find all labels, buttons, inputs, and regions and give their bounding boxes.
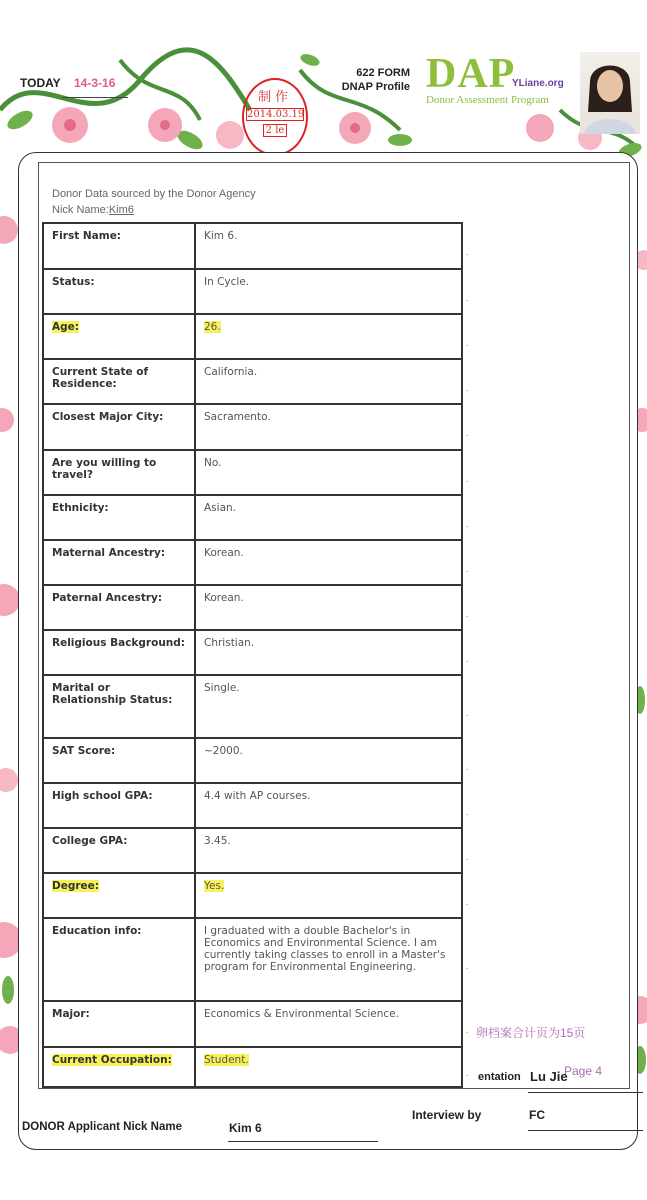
field-value-cell (195, 314, 462, 359)
field-value-cell (195, 404, 462, 450)
field-label-cell (43, 675, 195, 738)
field-label-cell (43, 918, 195, 1001)
field-label-cell (43, 495, 195, 540)
stamp-code: 2 le (263, 124, 287, 137)
row-end-mark: . (466, 428, 469, 438)
today-underline (62, 97, 128, 98)
interviewer-underline (528, 1130, 643, 1131)
field-label-cell (43, 873, 195, 918)
field-value-cell (195, 223, 462, 269)
field-label: Education info: (52, 925, 142, 937)
field-label-cell (43, 1001, 195, 1047)
field-label-cell (43, 359, 195, 404)
form-heading (330, 66, 410, 94)
row-end-mark: . (466, 382, 469, 393)
interviewer-overline (528, 1092, 643, 1093)
donor-photo (580, 52, 640, 134)
table-row (43, 585, 462, 630)
field-label: SAT Score: (52, 745, 116, 757)
field-value-cell (195, 873, 462, 918)
field-value: Yes. (204, 880, 225, 892)
logo-text: DAP (426, 51, 516, 97)
field-value-cell (195, 783, 462, 828)
logo-site: YLiane.org (512, 78, 564, 89)
field-value: Economics & Environmental Science. (204, 1008, 399, 1020)
field-value: In Cycle. (204, 276, 250, 288)
field-value: Christian. (204, 637, 255, 649)
row-end-mark: . (466, 608, 469, 619)
row-end-mark: . (466, 292, 469, 303)
table-row (43, 450, 462, 495)
field-value: 26. (204, 321, 221, 333)
field-label: Religious Background: (52, 637, 185, 649)
field-label-cell (43, 314, 195, 359)
page-count-note: 卵档案合计页为15页 (476, 1026, 586, 1040)
row-end-mark: . (466, 1025, 469, 1035)
applicant-label: DONOR Applicant Nick Name (22, 1121, 182, 1133)
field-label-cell (43, 783, 195, 828)
field-value-cell (195, 828, 462, 873)
form-number: 622 FORM (356, 67, 410, 79)
field-value-cell (195, 675, 462, 738)
row-end-mark: . (466, 653, 469, 664)
field-label: Are you willing to travel? (52, 457, 157, 481)
table-row (43, 269, 462, 314)
row-end-mark: . (466, 563, 469, 574)
field-label: Marital or Relationship Status: (52, 682, 173, 706)
today-label: TODAY (20, 76, 61, 90)
field-value: Asian. (204, 502, 236, 514)
profile-table (42, 222, 463, 1088)
table-row (43, 828, 462, 873)
reviewer-name: Lu Jie (530, 1069, 568, 1084)
row-end-mark: . (466, 806, 469, 817)
table-row (43, 630, 462, 675)
row-end-mark: . (466, 960, 469, 971)
field-value: ~2000. (204, 745, 243, 757)
table-row (43, 783, 462, 828)
table-row (43, 314, 462, 359)
field-value-cell (195, 495, 462, 540)
field-value: Single. (204, 682, 240, 694)
row-end-mark: . (466, 247, 469, 257)
field-value-cell (195, 540, 462, 585)
interview-label: Interview by (412, 1108, 482, 1122)
field-value-cell (195, 450, 462, 495)
table-row (43, 675, 462, 738)
field-value-cell (195, 585, 462, 630)
field-value: Kim 6. (204, 230, 238, 242)
field-label: High school GPA: (52, 790, 153, 802)
field-label: Major: (52, 1008, 90, 1020)
field-label-cell (43, 269, 195, 314)
red-seal-stamp (242, 78, 308, 156)
page-number: Page 4 (564, 1064, 603, 1078)
table-row (43, 223, 462, 269)
today-date: 14-3-16 (74, 76, 116, 90)
field-label: Age: (52, 321, 79, 333)
field-value: Korean. (204, 592, 244, 604)
field-label: Degree: (52, 880, 99, 892)
field-value: Korean. (204, 547, 244, 559)
field-value: California. (204, 366, 258, 378)
field-value: 3.45. (204, 835, 231, 847)
field-label: Closest Major City: (52, 411, 164, 423)
interviewer-value: FC (529, 1108, 545, 1122)
field-label: Current State of Residence: (52, 366, 149, 390)
row-end-mark: . (466, 761, 469, 772)
field-value: No. (204, 457, 222, 469)
field-label: Status: (52, 276, 95, 288)
field-label: College GPA: (52, 835, 128, 847)
table-row (43, 1047, 462, 1087)
row-end-mark: . (466, 851, 469, 862)
logo-subtitle: Donor Assessment Program (426, 94, 549, 106)
row-end-mark: . (466, 337, 469, 348)
row-end-mark: . (466, 1068, 469, 1078)
table-row (43, 359, 462, 404)
field-label-cell (43, 630, 195, 675)
field-label-cell (43, 738, 195, 783)
table-row (43, 540, 462, 585)
row-end-mark: . (466, 473, 469, 484)
table-row (43, 1001, 462, 1047)
field-value: Student. (204, 1054, 249, 1066)
stamp-date: 2014.03.19 (247, 109, 305, 120)
field-value-cell (195, 738, 462, 783)
table-row (43, 738, 462, 783)
field-label: Maternal Ancestry: (52, 547, 166, 559)
field-value-cell (195, 918, 462, 1001)
nick-line (52, 202, 256, 218)
field-value: I graduated with a double Bachelor's in Economics and Environmental Science. I am currently taking classes to enroll in a Master's program for Environmental Engineering. (204, 925, 446, 973)
source-text: Donor Data sourced by the Donor Agency (52, 188, 256, 200)
applicant-value: Kim 6 (229, 1121, 262, 1135)
dap-logo (426, 51, 576, 108)
field-label-cell (43, 404, 195, 450)
row-end-mark: . (466, 518, 469, 529)
field-label-cell (43, 540, 195, 585)
row-end-mark: . (466, 896, 469, 907)
field-value-cell (195, 630, 462, 675)
row-end-mark: . (466, 707, 469, 718)
table-row (43, 495, 462, 540)
field-label-cell (43, 585, 195, 630)
field-label-cell (43, 223, 195, 269)
nick-value: Kim6 (108, 204, 134, 216)
entation-text: entation (478, 1071, 521, 1083)
field-value-cell (195, 269, 462, 314)
nick-label: Nick Name: (52, 204, 109, 216)
stamp-title: 制作 (257, 90, 292, 105)
field-label-cell (43, 450, 195, 495)
field-label: Current Occupation: (52, 1054, 172, 1066)
field-value: Sacramento. (204, 411, 271, 423)
field-label: Ethnicity: (52, 502, 109, 514)
applicant-underline (228, 1141, 378, 1142)
field-value: 4.4 with AP courses. (204, 790, 311, 802)
field-value-cell (195, 1001, 462, 1047)
table-row (43, 918, 462, 1001)
field-label: Paternal Ancestry: (52, 592, 163, 604)
field-value-cell (195, 359, 462, 404)
table-row (43, 404, 462, 450)
field-label-cell (43, 828, 195, 873)
table-row (43, 873, 462, 918)
field-label: First Name: (52, 230, 122, 242)
intro-block (52, 186, 256, 218)
field-label-cell (43, 1047, 195, 1087)
field-value-cell (195, 1047, 462, 1087)
form-title: DNAP Profile (341, 81, 410, 93)
